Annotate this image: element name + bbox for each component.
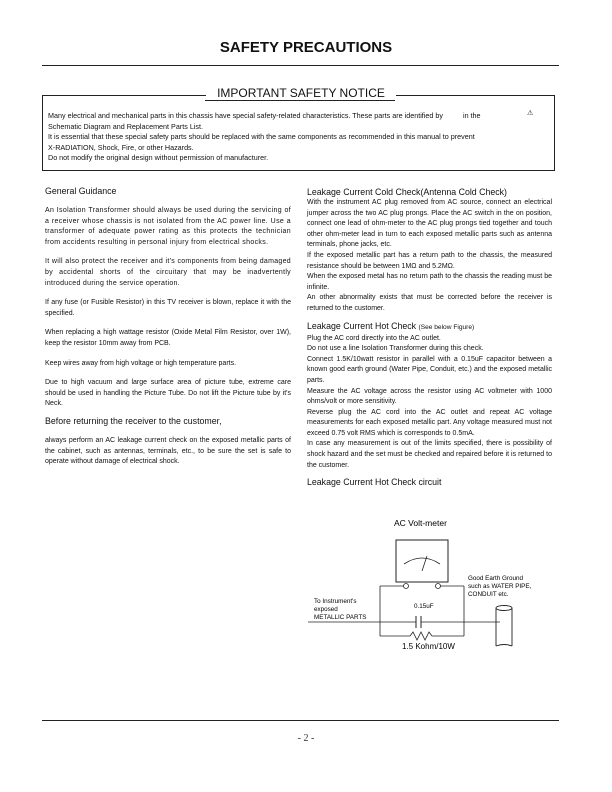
- metallic-parts-label-line2: exposed: [314, 606, 338, 613]
- ground-label-line2: such as WATER PIPE,: [468, 583, 532, 590]
- ground-label-line1: Good Earth Ground: [468, 575, 523, 582]
- section-heading-general-guidance: General Guidance: [45, 186, 117, 196]
- hot-check-note: (See below Figure): [418, 323, 475, 331]
- section-heading-hot-check: [307, 320, 552, 334]
- footer-divider: [42, 720, 559, 721]
- warning-icon: ⚠: [527, 110, 534, 117]
- ground-label-line3: CONDUIT etc.: [468, 591, 509, 598]
- paragraph: always perform an AC leakage current check on the exposed metallic parts of the cabinet, such as antennas, terminals, etc., to be sure the set is safe to operate without damage of electrical shock.: [45, 436, 291, 466]
- paragraph: Do not use a line Isolation Transformer during this check.: [307, 345, 484, 353]
- notice-line: Do not modify the original design without permission of manufacturer.: [48, 153, 269, 162]
- paragraph: Due to high vacuum and large surface area of picture tube, extreme care should be used in handling the Picture Tube. Do not lift the Picture tube by it's Neck.: [45, 379, 291, 408]
- meter-terminal-left: [404, 584, 409, 589]
- section-heading-before-returning: Before returning the receiver to the customer,: [45, 415, 222, 426]
- paragraph: With the instrument AC plug removed from AC source, connect an electrical jumper across the two AC plug prongs. Place the AC switch in the on position, connect one lead of ohm-meter to the AC plug prongs tied together and touch other ohm-meter lead in turn to each exposed metallic parts such as antenna terminals, phone jacks, etc.: [307, 199, 552, 249]
- paragraph: It will also protect the receiver and it's components from being damaged by accidental shorts of the circuitary that may be inadvertently introduced during the service operation.: [45, 258, 291, 287]
- notice-line-tail: in the: [462, 111, 481, 120]
- notice-body: [48, 111, 553, 164]
- paragraph: If any fuse (or Fusible Resistor) in this TV receiver is blown, replace it with the specified.: [45, 299, 291, 317]
- resistor-label: 1.5 Kohm/10W: [402, 642, 455, 651]
- paragraph: Keep wires away from high voltage or high temperature parts.: [45, 359, 237, 367]
- notice-title-underline: [205, 100, 395, 101]
- notice-line: X-RADIATION, Shock, Fire, or other Hazards.: [48, 142, 194, 152]
- right-column: [307, 186, 552, 488]
- metallic-parts-label-line3: METALLIC PARTS: [314, 614, 367, 621]
- page-title: SAFETY PRECAUTIONS: [219, 39, 393, 56]
- left-column: [45, 185, 291, 468]
- paragraph: In case any measurement is out of the limits specified, there is possibility of shock hazard and the set must be checked and repaired before it is returned to the customer.: [307, 440, 552, 469]
- water-pipe-icon: [496, 608, 512, 646]
- metallic-parts-label-line1: To Instrument's: [314, 598, 357, 605]
- page-number: - 2 -: [297, 733, 315, 744]
- water-pipe-bottom: [496, 645, 512, 647]
- section-heading-cold-check: Leakage Current Cold Check(Antenna Cold Check): [307, 187, 507, 197]
- capacitor-label: 0.15uF: [414, 603, 434, 610]
- paragraph: Measure the AC voltage across the resistor using AC voltmeter with 1000 ohms/volt or more sensitivity.: [307, 387, 552, 406]
- notice-line: Schematic Diagram and Replacement Parts List.: [48, 121, 203, 131]
- title-divider: [42, 65, 559, 66]
- paragraph: An Isolation Transformer should always be used during the servicing of a receiver whose chassis is not isolated from the AC power line. Use a transformer of adequate power rating as this protects the technician from accidents resulting in personal injury from electrical shocks.: [45, 207, 291, 246]
- meter-scale-arc: [404, 558, 440, 564]
- paragraph: Connect 1.5K/10watt resistor in parallel with a 0.15uF capacitor between a known good earth ground (Water Pipe, Conduit, etc.) and the exposed metallic parts.: [307, 355, 552, 384]
- meter-label: AC Volt-meter: [394, 518, 447, 528]
- section-heading-circuit: Leakage Current Hot Check circuit: [307, 477, 442, 488]
- paragraph: An other abnormality exists that must be corrected before the receiver is returned to the customer.: [307, 294, 552, 312]
- notice-title: IMPORTANT SAFETY NOTICE: [206, 86, 396, 100]
- paragraph: When replacing a high wattage resistor (Oxide Metal Film Resistor, over 1W), keep the resistor 10mm away from PCB.: [45, 329, 291, 347]
- hot-check-title: Leakage Current Hot Check: [307, 320, 417, 331]
- resistor-symbol: [380, 632, 464, 640]
- paragraph: If the exposed metallic part has a return path to the chassis, the measured resistance should be between 1MΩ and 5.2MΩ.: [307, 251, 552, 270]
- water-pipe-top: [496, 606, 512, 611]
- hot-check-circuit-diagram: [300, 516, 560, 656]
- notice-line: It is essential that these special safety parts should be replaced with the same components as recommended in this manual to prevent: [48, 132, 475, 141]
- paragraph: Plug the AC cord directly into the AC outlet.: [307, 334, 441, 342]
- paragraph: Reverse plug the AC cord into the AC outlet and repeat AC voltage measurements for each exposed metallic part. Any voltage measured must not exceed 0.75 volt RMS which is corresponds to 0.5mA.: [307, 408, 552, 437]
- volt-meter-box: [396, 540, 448, 582]
- meter-terminal-right: [436, 584, 441, 589]
- paragraph: When the exposed metal has no return path to the chassis the reading must be infinite.: [307, 273, 552, 291]
- notice-line: Many electrical and mechanical parts in this chassis have special safety-related characteristics. These parts are identified by: [48, 111, 443, 120]
